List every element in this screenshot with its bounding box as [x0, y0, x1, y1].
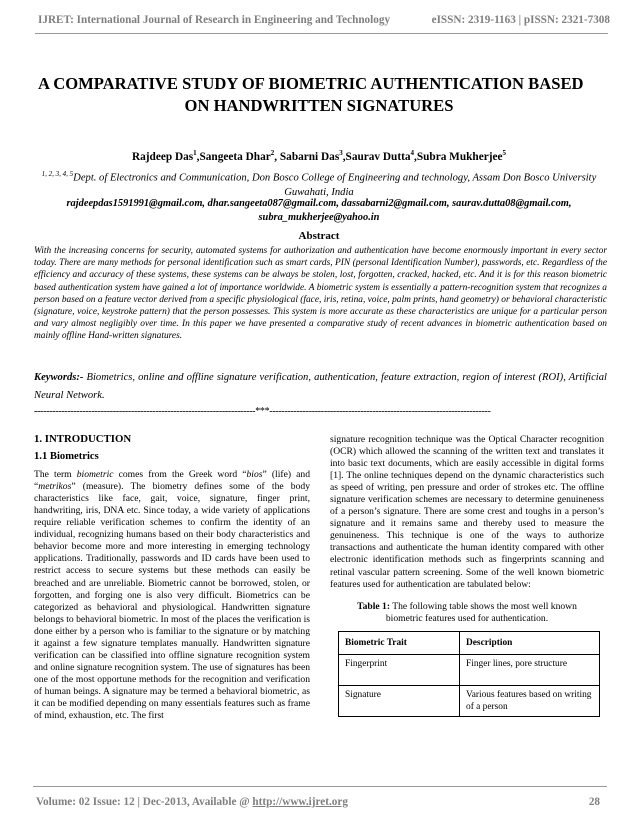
table-caption: Table 1: The following table shows the most well known biometric features used for authentication.	[357, 600, 577, 624]
left-column	[34, 433, 310, 722]
running-header	[38, 14, 610, 26]
running-footer	[36, 796, 600, 808]
title-line-1: A COMPARATIVE STUDY OF BIOMETRIC AUTHENTICATION BASED	[38, 74, 584, 93]
author: Sabarni Das	[279, 150, 340, 163]
right-column	[330, 434, 604, 717]
body-paragraph-continued: signature recognition technique was the Optical Character recognition (OCR) which allowed the scanning of the written text and translates it into basic text documents, which are easily accessible in digital forms [1]. The online techniques depend on the dynamic characteristics such as speed of writing, pen pressure and order of strokes etc. The offline signature verification schemes are necessary to determine genuineness of a person’s signature. There are some crest and toughs in a person’s signature and it remains same and thereby used to measure the genuineness. This technique is one of the ways to authorize transactions and authenticate the human identity compared with other electronic identification methods such as fingerprints scanning and retinal vascular pattern screening. Some of the well known biometric features used for authentication are tabulated below:	[330, 434, 604, 590]
title-line-2: ON HANDWRITTEN SIGNATURES	[184, 96, 454, 115]
term-metrikos: metrikos	[38, 481, 72, 493]
table-cell: Fingerprint	[339, 654, 460, 685]
author: Saurav Dutta	[345, 150, 411, 163]
journal-name: IJRET: International Journal of Research in Engineering and Technology	[38, 14, 391, 26]
author-emails	[30, 197, 608, 225]
body-paragraph: The term biometric comes from the Greek word “bios” (life) and “metrikos” (measure). The biometry defines some of the body characteristics like face, gait, voice, signature, finger print, handwriting, iris, DNA etc. Since today, a wide variety of applications require reliable verification schemes to confirm the identity of an individual, recognizing humans based on their body characteristics and behavior become more and more interesting in emerging technology applications. Traditionally, passwords and ID cards have been used to restrict access to secure systems but these methods can easily be breached and are unreliable. Biometric cannot be borrowed, stolen, or forgotten, and forging one is also very difficult. Biometrics can be categorized as behavioral and physiological. Handwritten signature belongs to behavioral biometric. In most of the places the verification is done either by a person who is familiar to the signature or by matching it against a few signature templates manually. Handwritten signature verification can be classified into offline signature recognition system and online signature recognition system. The use of signatures has been one of the most opportune methods for the recognition and verification of human beings. A signature may be termed a behavioral biometric, as it can be modified depending on many essentials features such as frame of mind, exhaustion, etc. The first	[34, 469, 311, 722]
page-number: 28	[588, 796, 600, 808]
abstract-text: With the increasing concerns for security, automated systems for authorization and authentication have become enormously important in every sector today. There are many methods for personal identification such as smart cards, PIN (personal Identification Number), passwords, etc. Regardless of the efficiency and accuracy of these systems, these systems can be always be stolen, lost, forgotten, cracked, hacked, etc. And it is for this reason biometric based authentication system have gained a lot of importance worldwide. A biometric system is essentially a pattern-recognition system that recognizes a person based on a feature vector derived from a specific physiological (face, iris, retina, voice, palm prints, hand geometry) or behavioral characteristic (signature, voice, keystroke pattern) that the person possesses. This system is more accurate as these characteristics are unique for a particular person and vary almost negligibly over time. In this paper we have presented a comparative study of recent advances in biometric authentication based on mainly offline Hand-written signatures.	[34, 246, 607, 342]
biometric-traits-table	[338, 631, 600, 717]
author-sup: 5	[502, 149, 507, 157]
keywords	[34, 369, 607, 405]
author-sup: 1	[193, 149, 197, 157]
header-rule	[35, 33, 608, 34]
section-heading: 1. INTRODUCTION	[34, 433, 132, 445]
author: Sangeeta Dhar	[199, 150, 271, 163]
table-header-row	[339, 631, 600, 654]
table-cell: Signature	[339, 685, 460, 716]
affiliation-text: Dept. of Electronics and Communication, Don Bosco College of Engineering and technology, Assam Don Bosco University Guwahati, India	[73, 172, 597, 198]
paper-title	[30, 73, 608, 117]
table-row	[339, 685, 600, 716]
subsection-heading: 1.1 Biometrics	[34, 451, 99, 463]
author-sup: 2	[270, 149, 275, 157]
keywords-text: Biometrics, online and offline signature verification, authentication, feature extraction, region of interest (ROI), Artificial Neural Network.	[34, 372, 607, 401]
author: Subra Mukherjee	[416, 150, 503, 163]
table-row	[339, 654, 600, 685]
table-header: Biometric Trait	[339, 631, 460, 654]
abstract-heading: Abstract	[298, 230, 340, 242]
author-sup: 4	[410, 149, 415, 157]
email-line-2: subra_mukherjee@yahoo.in	[258, 212, 380, 223]
affiliation	[30, 167, 608, 200]
author-sup: 3	[339, 149, 343, 157]
footer-rule	[33, 786, 607, 787]
table-label: Table 1:	[357, 600, 391, 612]
term-bios: bios	[246, 469, 263, 481]
affiliation-sup: 1, 2, 3, 4, 5	[41, 170, 74, 178]
table-header: Description	[460, 631, 600, 654]
author-list: Rajdeep Das$^1$,Sangeeta Dhar$^2$, Sabarni Das$^3$,Saurav Dutta$^4$,Subra Mukherjee$^5$	[131, 149, 507, 163]
keywords-label: Keywords:-	[34, 372, 84, 383]
author: Rajdeep Das	[131, 150, 194, 163]
journal-link[interactable]: http://www.ijret.org	[252, 796, 348, 808]
table-cell: Finger lines, pore structure	[460, 654, 600, 685]
table-cell: Various features based on writing of a person	[460, 685, 600, 716]
section-separator: -------------------------------------------------------------------------***-------------------------------------------------------------------------	[34, 406, 491, 417]
issn: eISSN: 2319-1163 | pISSN: 2321-7308	[431, 14, 610, 26]
term-biometric: biometric	[76, 469, 114, 481]
email-line-1: rajdeepdas1591991@gmail.com, dhar.sangeeta087@gmail.com, dassabarni2@gmail.com, saurav.dutta08@gmail.com,	[66, 198, 572, 209]
footer-volume: Volume: 02 Issue: 12 | Dec-2013, Available @ http://www.ijret.org	[36, 796, 348, 808]
